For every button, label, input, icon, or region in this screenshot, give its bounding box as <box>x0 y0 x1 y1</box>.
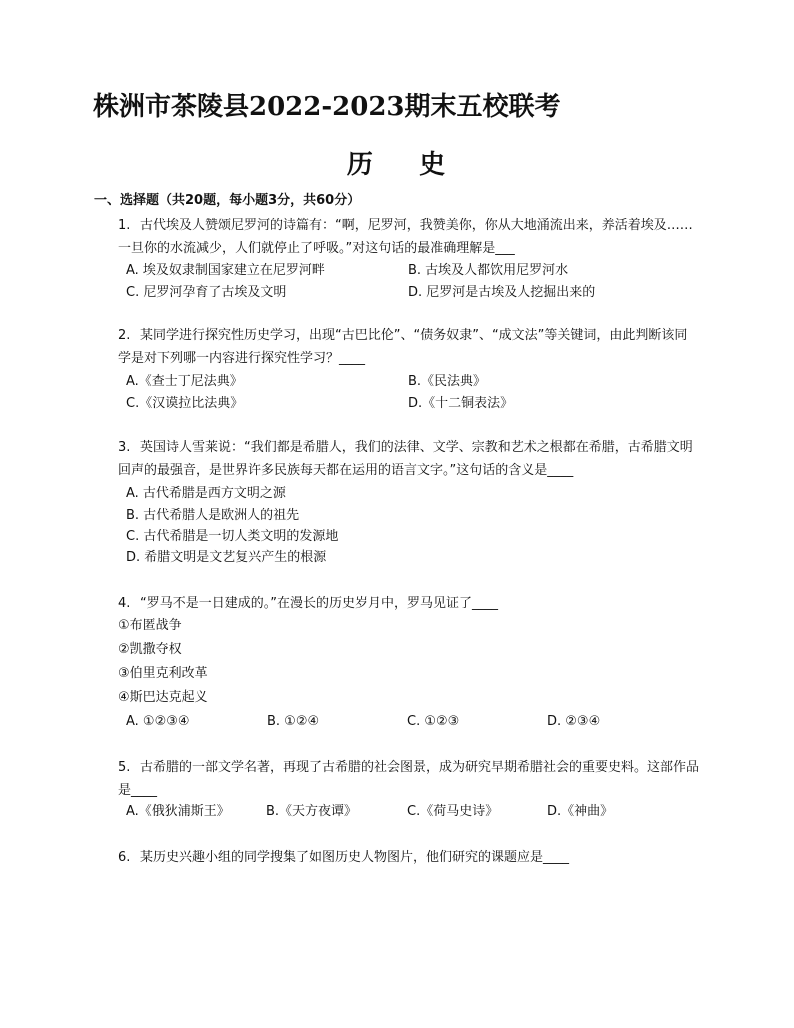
option-a: A.《查士丁尼法典》 <box>126 374 243 389</box>
exam-title: 株洲市茶陵县2022-2023期末五校联考 <box>93 92 561 122</box>
option-a: A. 古代希腊是西方文明之源 <box>126 486 286 501</box>
option-c: C. 尼罗河孕育了古埃及文明 <box>126 285 287 300</box>
option-c: C.《荷马史诗》 <box>407 804 499 819</box>
option-c: C. ①②③ <box>407 714 460 729</box>
question-stem <box>118 214 700 260</box>
option-d: D.《十二铜表法》 <box>408 396 514 411</box>
question-number: 6. <box>118 850 131 865</box>
option-b: B. 古埃及人都饮用尼罗河水 <box>408 263 569 278</box>
option-b: B.《天方夜谭》 <box>266 804 358 819</box>
question-number: 4. <box>118 596 131 611</box>
option-c: C.《汉谟拉比法典》 <box>126 396 244 411</box>
option-b: B. 古代希腊人是欧洲人的祖先 <box>126 508 300 523</box>
section-heading: 一、选择题（共20题，每小题3分，共60分） <box>94 193 361 208</box>
question-number: 1. <box>118 218 131 233</box>
option-a: A. 埃及奴隶制国家建立在尼罗河畔 <box>126 263 325 278</box>
statement-item: ④斯巴达克起义 <box>118 690 208 705</box>
statement-item: ②凯撒夺权 <box>118 642 182 657</box>
option-a: A. ①②③④ <box>126 714 190 729</box>
question-number: 3. <box>118 440 131 455</box>
question-stem <box>118 324 700 370</box>
question-stem <box>118 846 700 869</box>
question-stem <box>118 756 700 802</box>
option-d: D.《神曲》 <box>547 804 614 819</box>
question-stem <box>118 436 700 482</box>
statement-item: ③伯里克利改革 <box>118 666 208 681</box>
option-d: D. ②③④ <box>547 714 601 729</box>
option-d: D. 希腊文明是文艺复兴产生的根源 <box>126 550 327 565</box>
question-number: 5. <box>118 760 131 775</box>
question-text: “罗马不是一日建成的。”在漫长的历史岁月中，罗马见证了____ <box>140 596 498 611</box>
option-b: B.《民法典》 <box>408 374 487 389</box>
subject-heading: 历 史 <box>346 150 448 180</box>
statement-item: ①布匿战争 <box>118 618 182 633</box>
question-number: 2. <box>118 328 131 343</box>
question-text: 某同学进行探究性历史学习，出现“古巴比伦”、“债务奴隶”、“成文法”等关键词，由此判断该同学是对下列哪一内容进行探究性学习？____ <box>118 328 688 366</box>
option-a: A.《俄狄浦斯王》 <box>126 804 230 819</box>
question-text: 英国诗人雪莱说：“我们都是希腊人，我们的法律、文学、宗教和艺术之根都在希腊，古希腊文明回声的最强音，是世界许多民族每天都在运用的语言文字。”这句话的含义是____ <box>118 440 693 478</box>
question-stem <box>118 592 700 615</box>
question-text: 古希腊的一部文学名著，再现了古希腊的社会图景，成为研究早期希腊社会的重要史料。这部作品是____ <box>118 760 700 798</box>
option-d: D. 尼罗河是古埃及人挖掘出来的 <box>408 285 596 300</box>
option-b: B. ①②④ <box>267 714 320 729</box>
option-c: C. 古代希腊是一切人类文明的发源地 <box>126 529 339 544</box>
question-text: 某历史兴趣小组的同学搜集了如图历史人物图片，他们研究的课题应是____ <box>140 850 570 865</box>
question-text: 古代埃及人赞颂尼罗河的诗篇有：“啊，尼罗河，我赞美你，你从大地涌流出来，养活着埃及……一旦你的水流减少，人们就停止了呼吸。”对这句话的最准确理解是___ <box>118 218 693 256</box>
